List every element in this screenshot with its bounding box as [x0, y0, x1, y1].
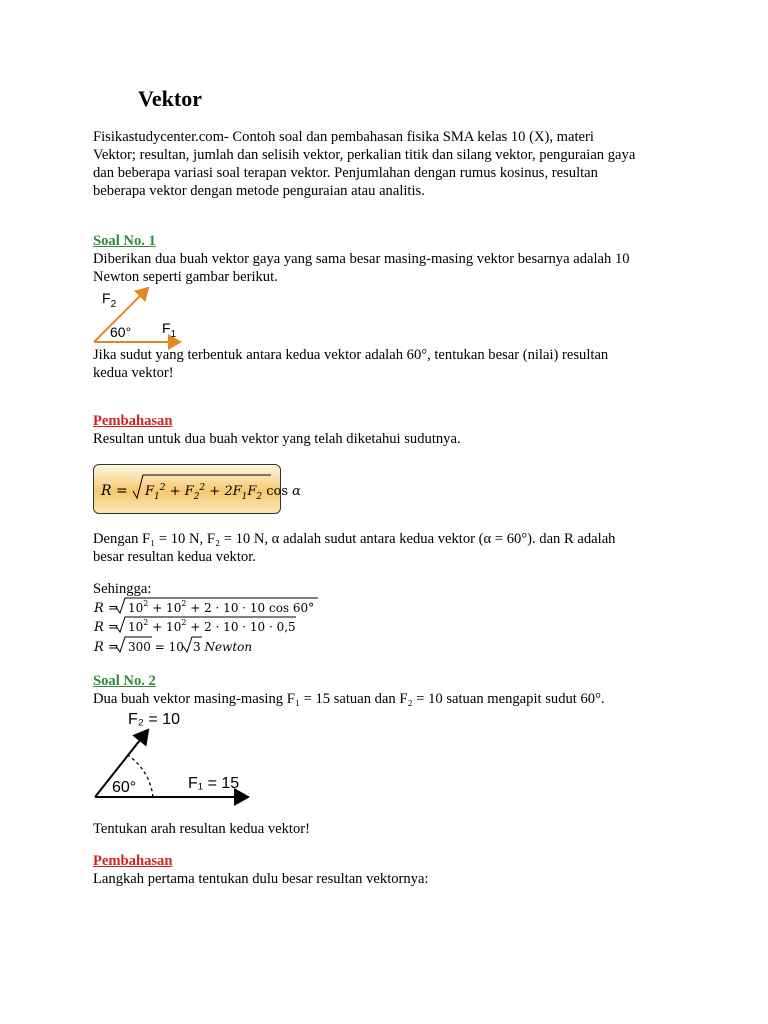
- svg-text:300 = 10: 300 = 10: [128, 640, 184, 654]
- sehingga-label: Sehingga:: [93, 581, 152, 597]
- formula-overlay: [93, 464, 301, 514]
- pembahasan1-section: [93, 412, 683, 448]
- pembahasan2-line: Langkah pertama tentukan dulu besar resultan vektornya:: [93, 871, 429, 887]
- f2-label: F₂ = 10: [128, 711, 181, 728]
- vector-figure-2: [90, 706, 260, 804]
- svg-text:102 + 102 + 2 · 10 · 10 cos 60: $10^2 + 10^2 + 2 \cdot 10 \cdot 10$ cos 60°: [128, 599, 315, 615]
- svg-text:102 + 102 + 2 · 10 · 10 · 0,5: $10^2 + 10^2 + 2 \cdot 10 \cdot 10 \cdot 0,5$: [128, 618, 296, 634]
- question-line: kedua vektor!: [93, 365, 174, 381]
- intro-line: dan beberapa variasi soal terapan vektor. Penjumlahan dengan rumus kosinus, resultan: [93, 165, 598, 181]
- soal1-heading: Soal No. 1: [93, 233, 156, 249]
- svg-text:F12 + F22 + 2F1F2 cos α: $F_1^2 + F_2^2 + 2F_1F_2$ cos α: [145, 483, 301, 502]
- soal2-question: Tentukan arah resultan kedua vektor!: [93, 821, 310, 837]
- given-line: besar resultan kedua vektor.: [93, 549, 256, 565]
- pembahasan1-heading: Pembahasan: [93, 413, 173, 429]
- svg-text:R =: R =: [94, 601, 119, 616]
- svg-text:R =: R =: [94, 640, 119, 655]
- svg-text:R =: R =: [94, 620, 119, 635]
- question-line: Jika sudut yang terbentuk antara kedua vektor adalah 60°, tentukan besar (nilai) resultan: [93, 347, 609, 363]
- soal1-question: [93, 346, 683, 382]
- soal1-section: [93, 232, 683, 286]
- intro-line: Vektor; resultan, jumlah dan selisih vektor, perkalian titik dan silang vektor, penguraian gaya: [93, 147, 636, 163]
- given-section: [93, 530, 693, 566]
- pembahasan2-heading: Pembahasan: [93, 853, 173, 869]
- intro-line: beberapa vektor dengan metode penguraian atau analitis.: [93, 183, 425, 199]
- pembahasan2-section: [93, 852, 683, 888]
- soal1-line: Diberikan dua buah vektor gaya yang sama besar masing-masing vektor besarnya adalah 10: [93, 251, 630, 267]
- angle-label: 60°: [112, 779, 137, 796]
- svg-text:3 Newton: 3 Newton: [193, 640, 253, 654]
- soal2-section: [93, 672, 683, 708]
- pembahasan1-line: Resultan untuk dua buah vektor yang telah diketahui sudutnya.: [93, 431, 461, 447]
- page-title: Vektor: [138, 86, 202, 111]
- f1-label: F₁ = 15: [188, 775, 240, 792]
- soal2-heading: Soal No. 2: [93, 673, 156, 689]
- calculation-steps: [92, 596, 332, 658]
- soal1-line: Newton seperti gambar berikut.: [93, 269, 278, 285]
- given-line: Dengan F₁ = 10 N, F₂ = 10 N, α adalah sudut antara kedua vektor (α = 60°). dan R adalah: [93, 531, 616, 547]
- intro-line: Fisikastudycenter.com- Contoh soal dan pembahasan fisika SMA kelas 10 (X), materi: [93, 129, 594, 145]
- soal2-line: Dua buah vektor masing-masing F₁ = 15 satuan dan F₂ = 10 satuan mengapit sudut 60°.: [93, 691, 605, 707]
- vector-figure-1: [88, 284, 198, 346]
- intro-paragraph: [93, 128, 683, 200]
- angle-label: 60°: [110, 324, 132, 340]
- f2-label: $F_2$: [102, 290, 117, 310]
- svg-text:R =: R =: [101, 483, 128, 499]
- f1-label: $F_1$: [162, 320, 177, 340]
